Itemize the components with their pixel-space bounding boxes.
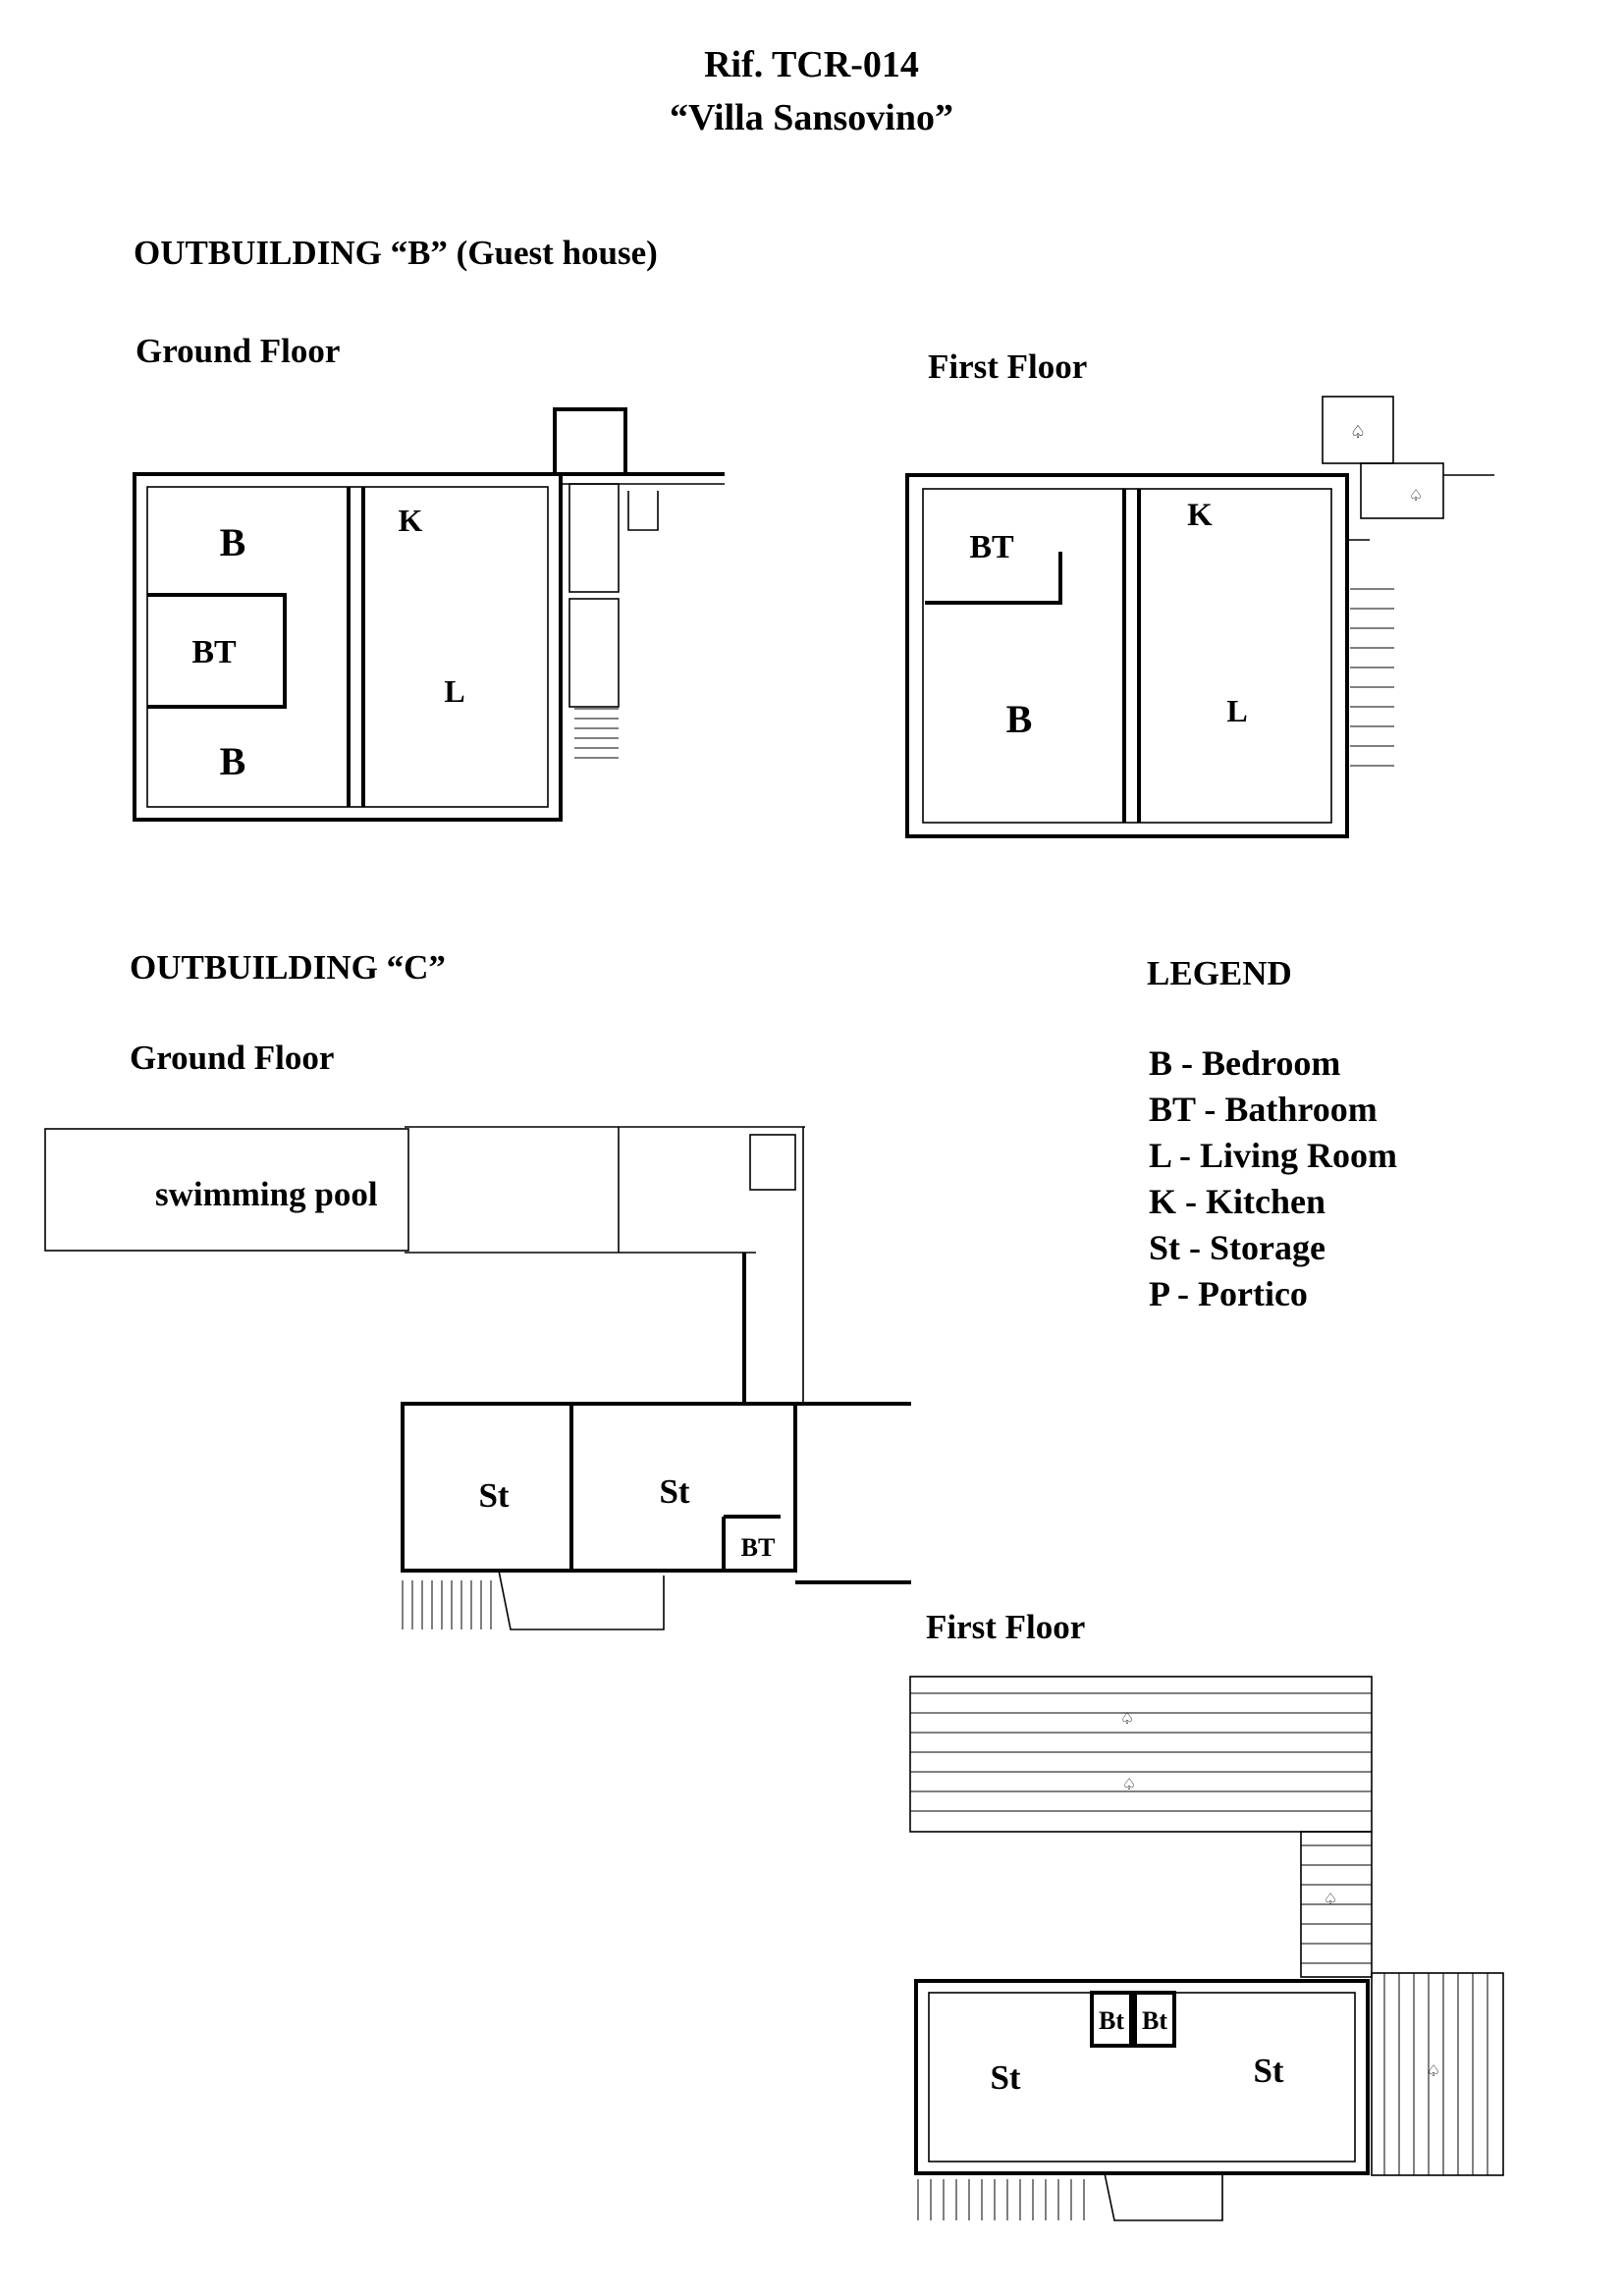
arrow-marker-icon: ♤	[1121, 1775, 1137, 1793]
legend-item: K - Kitchen	[1149, 1182, 1325, 1221]
legend-item: B - Bedroom	[1149, 1043, 1341, 1083]
room-label-b: B	[1005, 697, 1033, 741]
outbuilding-c-heading: OUTBUILDING “C”	[130, 948, 446, 987]
room-label-st: St	[990, 2058, 1021, 2097]
arrow-marker-icon: ♤	[1119, 1709, 1135, 1728]
room-label-st: St	[659, 1472, 690, 1511]
reference-code: Rif. TCR-014	[704, 44, 919, 85]
room-label-bt: Bt	[1142, 2006, 1167, 2035]
outbuilding-b-first-floor-label: First Floor	[928, 347, 1088, 386]
arrow-marker-icon: ♤	[1426, 2061, 1441, 2080]
room-label-l: L	[1226, 693, 1248, 728]
legend-item: BT - Bathroom	[1149, 1090, 1378, 1129]
swimming-pool-label: swimming pool	[155, 1175, 378, 1213]
outbuilding-b-heading: OUTBUILDING “B” (Guest house)	[134, 234, 658, 272]
villa-name: “Villa Sansovino”	[670, 97, 953, 138]
room-label-l: L	[444, 673, 465, 709]
room-label-b-top: B	[219, 520, 246, 564]
legend-item: St - Storage	[1149, 1228, 1325, 1267]
room-label-bt: BT	[740, 1533, 776, 1562]
arrow-marker-icon: ♤	[1349, 422, 1367, 443]
room-label-bt: Bt	[1099, 2006, 1124, 2035]
room-label-k: K	[1187, 498, 1213, 533]
legend-title: LEGEND	[1147, 954, 1292, 992]
outbuilding-c-ground-floor-label: Ground Floor	[130, 1039, 335, 1077]
room-label-bt: BT	[969, 529, 1014, 565]
arrow-marker-icon: ♤	[1408, 486, 1424, 505]
outbuilding-c-first-floor-label: First Floor	[926, 1608, 1086, 1646]
legend-item: L - Living Room	[1149, 1136, 1398, 1175]
room-label-st: St	[1253, 2052, 1284, 2090]
legend-item: P - Portico	[1149, 1274, 1308, 1313]
room-label-k: K	[398, 503, 423, 538]
room-label-b-bottom: B	[219, 739, 246, 783]
arrow-marker-icon: ♤	[1323, 1890, 1338, 1908]
outbuilding-b-ground-floor-label: Ground Floor	[135, 332, 341, 370]
room-label-st: St	[478, 1476, 510, 1515]
room-label-bt: BT	[191, 634, 237, 670]
